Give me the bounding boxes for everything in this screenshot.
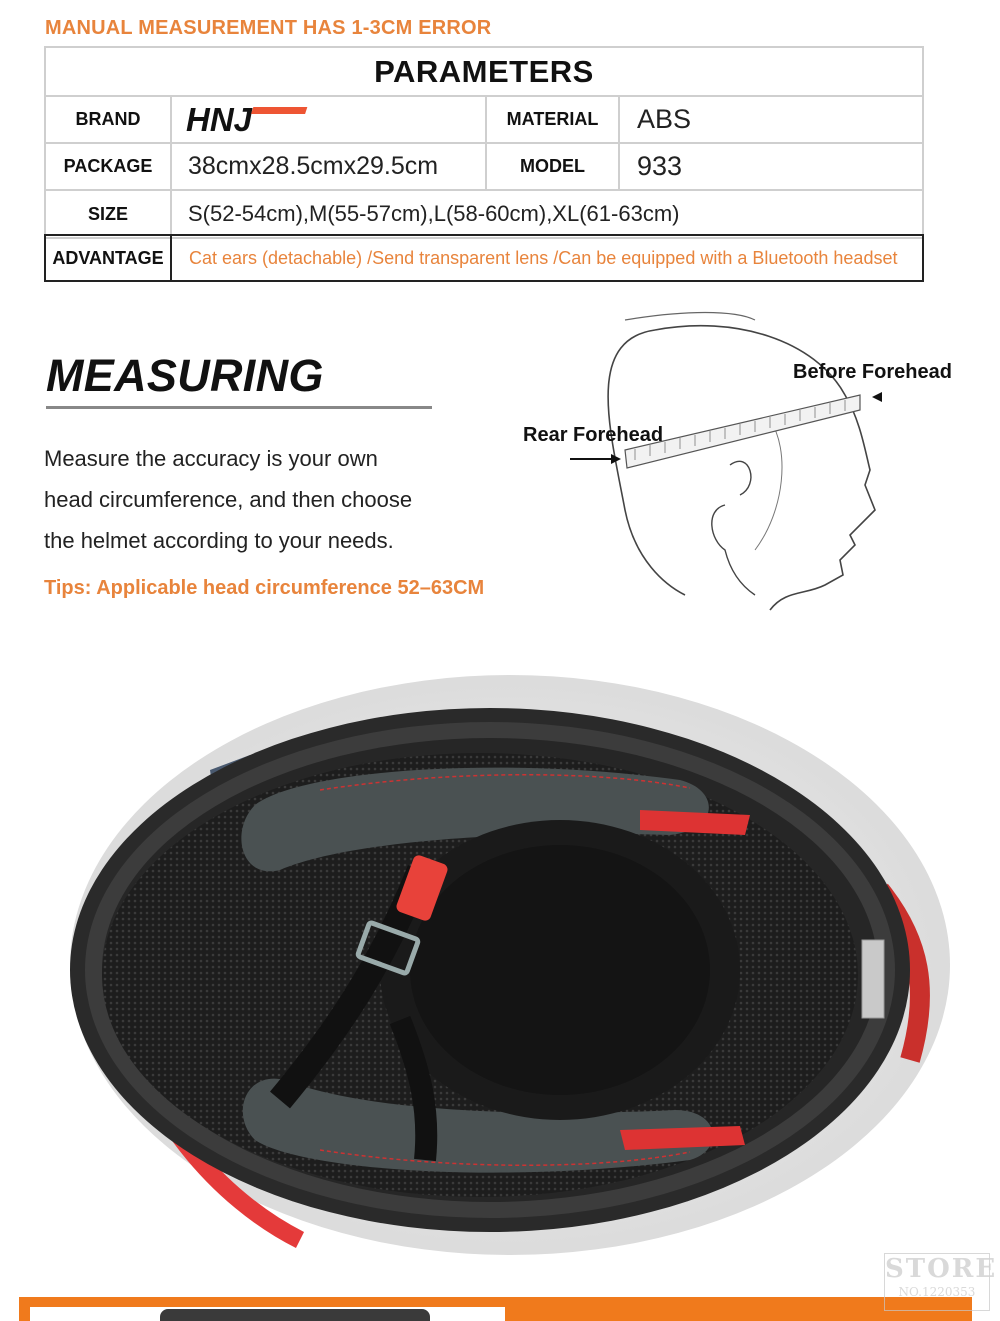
store-watermark (884, 1253, 998, 1311)
model-value: 933 (637, 151, 683, 181)
table-row (46, 144, 922, 191)
watermark-line-1: STORE (885, 1254, 998, 1284)
before-forehead-label: Before Forehead (793, 361, 952, 383)
size-label: SIZE (46, 191, 172, 237)
size-value: S(52-54cm),M(55-57cm),L(58-60cm),XL(61-63cm) (188, 201, 680, 226)
measuring-description (44, 438, 474, 561)
parameters-table (44, 46, 924, 239)
watermark-line-2: NO.1220353 (898, 1285, 976, 1299)
measuring-title: MEASURING (46, 350, 324, 401)
brand-logo (172, 97, 487, 142)
head-measurement-illustration (515, 310, 975, 620)
table-row (46, 191, 922, 237)
package-label: PACKAGE (46, 144, 172, 189)
model-label: MODEL (487, 144, 620, 189)
advantage-value: Cat ears (detachable) /Send transparent lens /Can be equipped with a Bluetooth headset (189, 247, 898, 268)
bottom-product-preview (160, 1309, 430, 1321)
package-value: 38cmx28.5cmx29.5cm (172, 144, 487, 189)
advantage-row (44, 234, 924, 282)
measurement-warning: MANUAL MEASUREMENT HAS 1-3CM ERROR (45, 17, 492, 39)
helmet-interior-photo (0, 640, 1000, 1290)
measuring-line: the helmet according to your needs. (44, 528, 394, 553)
tips-text: Tips: Applicable head circumference 52–63CM (44, 577, 485, 599)
measuring-line: head circumference, and then choose (44, 487, 413, 512)
brand-label: BRAND (46, 97, 172, 142)
title-divider (46, 406, 432, 409)
table-row (46, 97, 922, 144)
rear-forehead-label: Rear Forehead (523, 424, 664, 446)
svg-text:HNJ: HNJ (186, 104, 253, 135)
parameters-title: PARAMETERS (46, 48, 922, 97)
measuring-line: Measure the accuracy is your own (44, 446, 378, 471)
advantage-label: ADVANTAGE (46, 236, 172, 280)
material-label: MATERIAL (487, 97, 620, 142)
material-value: ABS (637, 104, 692, 134)
